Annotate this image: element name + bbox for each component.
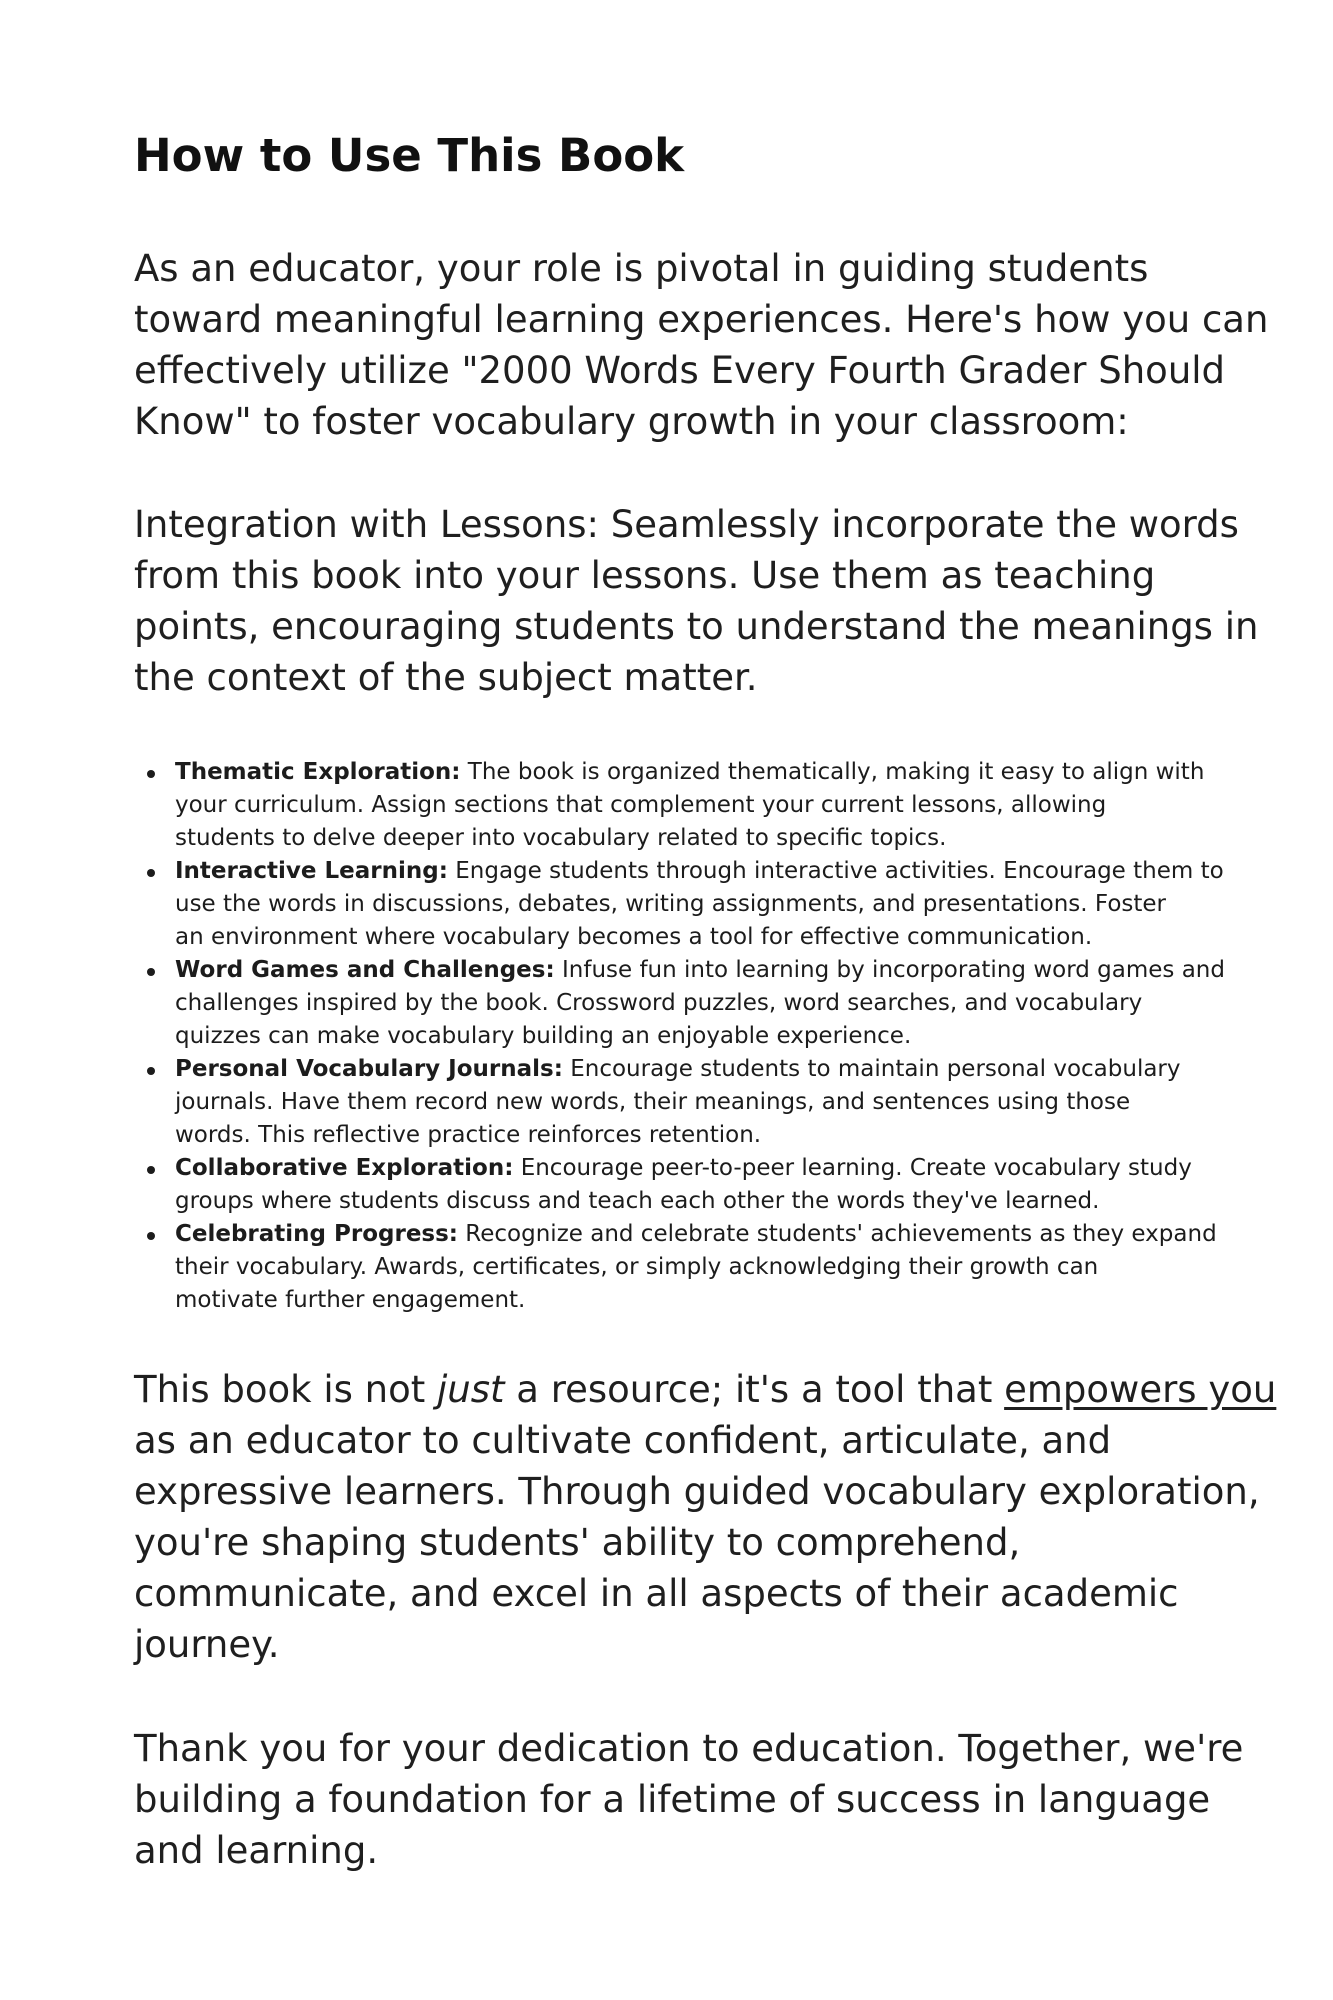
list-item-line: journals. Have them record new words, their meanings, and sentences using those xyxy=(175,1089,1131,1115)
bullet-icon xyxy=(147,869,155,877)
thanks-line: Thank you for your dedication to education. Together, we're xyxy=(134,1727,1244,1770)
list-item-heading: Personal Vocabulary Journals: xyxy=(175,1056,563,1082)
integration-line: from this book into your lessons. Use them as teaching xyxy=(134,554,1156,597)
bullet-icon xyxy=(147,1166,155,1174)
list-item-text: Encourage peer-to-peer learning. Create vocabulary study xyxy=(513,1155,1192,1181)
bullet-icon xyxy=(147,1232,155,1240)
list-item xyxy=(134,954,1229,1053)
bullet-icon xyxy=(147,968,155,976)
list-item-line xyxy=(175,1053,1229,1086)
intro-line: Know" to foster vocabulary growth in your classroom: xyxy=(134,400,1129,443)
intro-paragraph xyxy=(134,243,1269,447)
underlined-text: empowers you xyxy=(1004,1368,1277,1411)
list-item-text: Recognize and celebrate students' achievements as they expand xyxy=(458,1221,1217,1247)
list-item-heading: Thematic Exploration: xyxy=(175,759,461,785)
intro-line: effectively utilize "2000 Words Every Fourth Grader Should xyxy=(134,349,1226,392)
list-item-line xyxy=(175,1218,1229,1251)
thanks-paragraph xyxy=(134,1723,1244,1876)
list-item-heading: Celebrating Progress: xyxy=(175,1221,458,1247)
list-item-line: use the words in discussions, debates, writing assignments, and presentations. Foster xyxy=(175,891,1166,917)
list-item-line: quizzes can make vocabulary building an enjoyable experience. xyxy=(175,1023,912,1049)
tips-list xyxy=(134,756,1229,1317)
list-item xyxy=(134,756,1229,855)
list-item-line: motivate further engagement. xyxy=(175,1287,526,1313)
closing-line: communicate, and excel in all aspects of their academic xyxy=(134,1572,1179,1615)
intro-line: toward meaningful learning experiences. Here's how you can xyxy=(134,298,1269,341)
list-item-heading: Collaborative Exploration: xyxy=(175,1155,514,1181)
closing-line xyxy=(134,1364,1277,1415)
list-item-line: your curriculum. Assign sections that complement your current lessons, allowing xyxy=(175,792,1107,818)
list-item xyxy=(134,1053,1229,1152)
list-item-line: words. This reflective practice reinforces retention. xyxy=(175,1122,762,1148)
page-title: How to Use This Book xyxy=(134,129,685,182)
list-item-text: Encourage students to maintain personal vocabulary xyxy=(562,1056,1181,1082)
list-item-line xyxy=(175,756,1229,789)
list-item-line xyxy=(175,1152,1229,1185)
integration-paragraph xyxy=(134,499,1259,703)
closing-text: This book is not xyxy=(134,1368,437,1411)
list-item-line: students to delve deeper into vocabulary related to specific topics. xyxy=(175,825,947,851)
list-item-text: The book is organized thematically, making it easy to align with xyxy=(460,759,1205,785)
list-item-line: groups where students discuss and teach each other the words they've learned. xyxy=(175,1188,1100,1214)
list-item xyxy=(134,1152,1229,1218)
list-item-text: Infuse fun into learning by incorporating word games and xyxy=(554,957,1225,983)
list-item-text: Engage students through interactive activities. Encourage them to xyxy=(447,858,1224,884)
list-item-heading: Interactive Learning: xyxy=(175,858,448,884)
list-item xyxy=(134,855,1229,954)
emphasis-text: just xyxy=(437,1368,505,1411)
closing-text: a resource; it's a tool that xyxy=(504,1368,1005,1411)
thanks-line: building a foundation for a lifetime of success in language xyxy=(134,1778,1211,1821)
list-item-line: challenges inspired by the book. Crossword puzzles, word searches, and vocabulary xyxy=(175,990,1143,1016)
list-item-line: an environment where vocabulary becomes a tool for effective communication. xyxy=(175,924,1093,950)
list-item xyxy=(134,1218,1229,1317)
thanks-line: and learning. xyxy=(134,1829,379,1872)
closing-line: expressive learners. Through guided vocabulary exploration, xyxy=(134,1470,1260,1513)
bullet-icon xyxy=(147,770,155,778)
closing-line: as an educator to cultivate confident, articulate, and xyxy=(134,1419,1112,1462)
list-item-line: their vocabulary. Awards, certificates, or simply acknowledging their growth can xyxy=(175,1254,1099,1280)
integration-line: Integration with Lessons: Seamlessly incorporate the words xyxy=(134,503,1239,546)
integration-line: points, encouraging students to understand the meanings in xyxy=(134,605,1259,648)
integration-line: the context of the subject matter. xyxy=(134,656,758,699)
intro-line: As an educator, your role is pivotal in guiding students xyxy=(134,247,1149,290)
bullet-icon xyxy=(147,1067,155,1075)
closing-paragraph xyxy=(134,1364,1277,1670)
list-item-line xyxy=(175,855,1229,888)
list-item-line xyxy=(175,954,1229,987)
closing-line: you're shaping students' ability to comprehend, xyxy=(134,1521,1021,1564)
closing-line: journey. xyxy=(134,1623,280,1666)
list-item-heading: Word Games and Challenges: xyxy=(175,957,555,983)
